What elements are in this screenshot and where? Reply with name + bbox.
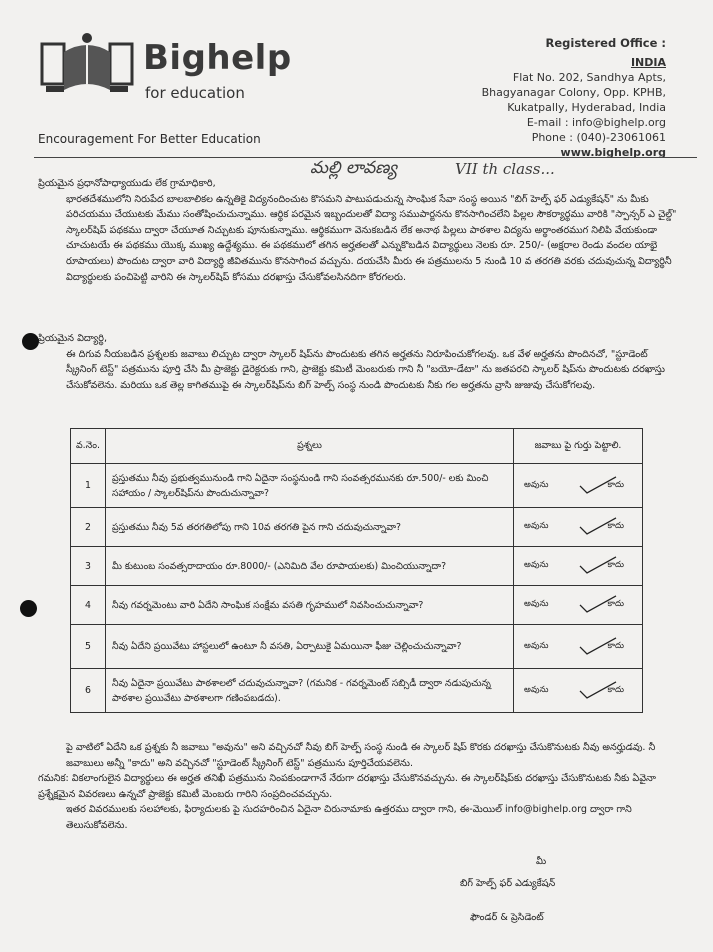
answer-cell[interactable] [514,625,643,669]
office-line: Bhagyanagar Colony, Opp. KPHB, [481,86,666,99]
brand-subtitle: for education [145,84,245,102]
table-row [71,625,643,669]
question-text: నీవు గవర్నమెంటు వారి ఏదేని సాంఘిక సంక్షేమ వసతి గృహములో నివసించుచున్నావా? [106,586,514,625]
closing-title: ఫౌండర్ & ప్రెసిడెంట్ [470,912,544,923]
closing-yours: మీ [536,856,547,867]
question-number: 3 [71,547,106,586]
header-questions: ప్రశ్నలు [106,429,514,464]
eligibility-note: పై వాటిలో ఏదేని ఒక ప్రశ్నకు నీ జవాబు "అవును" అని వచ్చినచో నీవు బిగ్ హెల్ప్ సంస్థ నుండి ఈ స్కాలర్ షిప్ కొరకు దరఖాస్తు చేసుకొనుటకు నీవు అనర్హుడవు. నీ జవాబులు అన్నీ "కాదు" అని వచ్చినచో "స్టూడెంట్ స్క్రీనింగ్ టెస్ట్" పత్రమును పూర్తిచేయవలెను. [66,742,656,769]
answer-yes[interactable]: అవును [524,640,549,651]
handwritten-name: మల్లి లావణ్య [310,158,398,178]
answer-no[interactable]: కాదు [607,640,624,651]
office-line: Flat No. 202, Sandhya Apts, [512,71,666,84]
brand-name: Bighelp [143,38,292,78]
answer-cell[interactable] [514,464,643,508]
office-email: E-mail : info@bighelp.org [526,116,666,129]
answer-cell[interactable] [514,669,643,713]
question-number: 5 [71,625,106,669]
handwritten-class: VII th class... [455,160,555,178]
salutation-headmaster: ప్రియమైన ప్రధానోపాధ్యాయుడు లేక గ్రామాధికారి, [38,178,216,189]
office-phone: Phone : (040)-23061061 [531,131,666,144]
eligibility-table [70,428,643,713]
table-row [71,464,643,508]
intro-paragraph: భారతదేశములోని నిరుపేద బాలబాలికల ఉన్నతికై విద్యనందించుట కొసమని పాటుపడుచున్న సాంఘిక సేవా సంస్థ అయిన "బిగ్ హెల్ప్ ఫర్ ఎడ్యుకేషన్" ను మీకు పరిచయము చేయుటకు మేము సంతోషించుచున్నాము. ఆర్థిక పరమైన ఇబ్బందులతో విద్యా సముపార్జనను కొనసాగించలేని పిల్లల సౌకర్యార్థము వారికి "స్పాన్సర్ ఎ చైల్డ్" స్కాలర్‌షిప్ పథకము ద్వారా చేయూత నిచ్చుటకు పూనుకున్నాము. ఆర్థికముగా వెనుకబడిన లేక అనాథ పిల్లలు పాఠశాల విద్యను అర్థాంతరముగ నిలిపి వేయకుండా చూచుటయే ఈ పథకము యొక్క ముఖ్య ఉద్దేశ్యము. ఈ పథకములో తగిన అర్హతలతో ఎన్నుకొబడిన విద్యార్థులు నెలకు రూ. 250/- (అక్షరాల రెండు వందల యాభై రూపాయలు) పొందుట ద్వారా వారి విద్యార్థి జీవితమును కొనసాగించ వచ్చును. దయచేసి మీరు ఈ పత్రములను 5 నుండి 10 వ తరగతి వరకు చదువుచున్న విద్యార్థినీ విద్యార్థులకు పంచిపెట్టి వారిని ఈ స్కాలర్‌షిప్ కోసము దరఖాస్తు చేసుకోవలసినదిగా కోరగలరు. [66,193,677,283]
punch-hole-icon [20,600,37,617]
footer-notes [38,740,677,834]
student-paragraph: ఈ దిగువ నీయబడిన ప్రశ్నలకు జవాబు లిచ్చుట ద్వారా స్కాలర్ షిప్‌ను పొందుటకు తగిన అర్హతను నిరూపించుకోగలవు. ఒక వేళ అర్హతను పొందినచో, "స్టూడెంట్ స్క్రీనింగ్ టెస్ట్" పత్రమును పూర్తి చేసి మీ ప్రాజెక్టు డైరెక్టరుకు గాని, ప్రాజెక్టు కమిటీ మెంబరుకు గాని నీ "బయో-డేటా" ను జతపరచి స్కాలర్ షిప్‌ను పొందుటకు దరఖాస్తు చేసుకోవలెను. మరియు ఒక తెల్ల కాగితముపై ఈ స్కాలర్‌షిప్‌ను బిగ్ హెల్ప్ సంస్థ నుండి పొందుటకు నీకు గల అర్హతను వ్రాసి జుజువు చేసుకోగలవు. [66,348,665,391]
question-number: 4 [71,586,106,625]
answer-cell[interactable] [514,586,643,625]
office-website: www.bighelp.org [560,146,666,159]
answer-yes[interactable]: అవును [524,560,549,570]
table-row [71,586,643,625]
contact-note: ఇతర వివరములకు సలహాలకు, ఫిర్యాదులకు పై సుదహరించిన ఏదైనా చిరునామాకు ఉత్తరము ద్వారా గాని, ఈ-మెయిల్ info@bighelp.org ద్వారా గాని తెలుసుకోవలెను. [66,804,632,831]
closing-org: బిగ్ హెల్ప్ ఫర్ ఎడ్యుకేషన్ [460,878,556,889]
punch-hole-icon [22,333,39,350]
answer-no[interactable]: కాదు [607,599,624,609]
question-text: మీ కుటుంబ సంవత్సరాదాయం రూ.8000/- (ఎనిమిది వేల రూపాయలకు) మించియున్నాదా? [106,547,514,586]
question-text: నీవు ఏదైనా ప్రయివేటు పాఠశాలలో చదువుచున్నావా? (గమనిక - గవర్నమెంట్ సబ్సిడీ ద్వారా నడుపుచున్న పాఠశాల ప్రయివేటు పాఠశాలగా గణింపబడదు). [106,669,514,713]
table-row [71,508,643,547]
tagline: Encouragement For Better Education [38,132,261,146]
answer-cell[interactable] [514,508,643,547]
answer-cell[interactable] [514,547,643,586]
office-line: Kukatpally, Hyderabad, India [507,101,666,114]
registered-office-address [482,36,666,160]
letter-intro [38,176,677,285]
question-number: 1 [71,464,106,508]
answer-no[interactable]: కాదు [607,479,624,490]
question-text: ప్రస్తుతము నీవు 5వ తరగతిలోపు గాని 10వ తరగతి పైన గాని చదువుచున్నావా? [106,508,514,547]
header-serial: వ.నెం. [71,429,106,464]
office-title: Registered Office : [545,36,666,50]
table-row [71,669,643,713]
question-text: ప్రస్తుతము నీవు ప్రభుత్వమునుండి గాని ఏదైనా సంస్థనుండి గాని సంవత్సరమునకు రూ.500/- లకు మించి సహాయం / స్కాలర్‌షిప్‌ను పొందుచున్నావా? [106,464,514,508]
student-section [38,331,677,393]
bighelp-logo-icon [38,30,136,100]
question-text: నీవు ఏదేని ప్రయివేటు హాస్టలులో ఉంటూ నీ వసతి, ఏర్పాటుకై ఏమయినా ఫీజు చెల్లించుచున్నావా? [106,625,514,669]
office-country: INDIA [630,56,666,69]
question-number: 2 [71,508,106,547]
question-number: 6 [71,669,106,713]
header-answer: జవాబు పై గుర్తు పెట్టాలి. [514,429,643,464]
answer-no[interactable]: కాదు [607,521,624,531]
answer-no[interactable]: కాదు [607,684,624,695]
answer-yes[interactable]: అవును [524,521,549,531]
salutation-student: ప్రియమైన విద్యార్థి, [38,333,108,344]
answer-yes[interactable]: అవును [524,479,549,490]
disability-note: గమనిక: వికలాంగులైన విద్యార్థులు ఈ అర్హత తనిఖీ పత్రమును నింపకుండాగానే నేరుగా దరఖాస్తు చేసుకొనవచ్చును. ఈ స్కాలర్‌షిప్‌కు దరఖాస్తు చేసుకొనుటకు నీకు ఏవైనా ప్రశ్నేక్షమైన వివరణలు ఉన్నచో ప్రాజెక్టు కమిటీ మెంబరు గారిని సంప్రదించవచ్చును. [38,773,657,800]
answer-yes[interactable]: అవును [524,684,549,695]
table-header-row [71,429,643,464]
table-row [71,547,643,586]
answer-yes[interactable]: అవును [524,599,549,609]
answer-no[interactable]: కాదు [607,560,624,570]
